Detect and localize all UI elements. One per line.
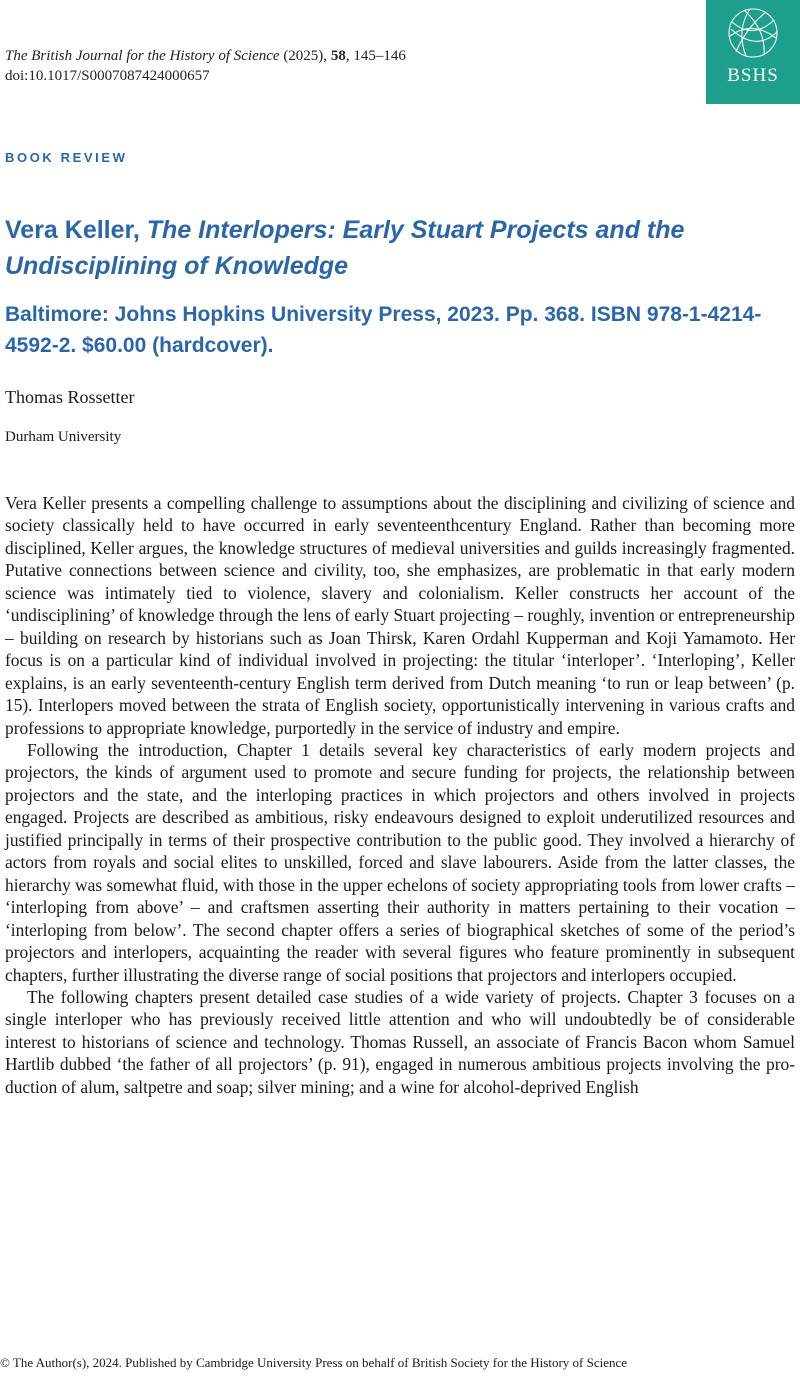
journal-name: The British Journal for the History of Science	[5, 48, 280, 64]
journal-year: (2025),	[279, 48, 331, 64]
journal-citation	[5, 46, 406, 86]
section-label: BOOK REVIEW	[5, 150, 128, 165]
publication-info: Baltimore: Johns Hopkins University Press, 2023. Pp. 368. ISBN 978-1-4214-4592-2. $60.00 (hardcover).	[5, 303, 762, 357]
paragraph-3: The following chapters present detailed case studies of a wide variety of projects. Chapter 3 focuses on a single interloper who has previously received little attention and who will undoubtedly be of considerable interest to historians of science and technology. Thomas Russell, an associate of Francis Bacon whom Samuel Hartlib dubbed ‘the father of all projectors’ (p. 91), engaged in numerous ambitious projects involving the production of alum, saltpetre and soap; silver mining; and a wine for alcohol-deprived English	[5, 986, 795, 1097]
book-title: The Interlopers: Early Stuart Projects and the Undisciplining of Knowledge	[5, 216, 685, 280]
logo-text: BSHS	[727, 65, 779, 86]
review-body	[5, 492, 795, 1098]
reviewer-name: Thomas Rossetter	[5, 387, 135, 407]
paragraph-2: Following the introduction, Chapter 1 details several key characteristics of early modern projects and projectors, the kinds of argument used to promote and secure funding for projects, the relationship between projectors and the state, and the interloping practices in which projectors and others involved in projects engaged. Projects are described as ambitious, risky endeavours designed to exploit underutilized resources and justified principally in terms of their prospective contribution to the public good. They involved a hierarchy of actors from royals and social elites to unskilled, forced and slave labourers. Aside from the latter classes, the hierarchy was somewhat fluid, with those in the upper echelons of society appropriating tools from lower crafts – ‘interloping from above’ – and craftsmen asserting their authority in matters pertaining to their vocation – ‘interloping from below’. The second chapter offers a series of biographical sketches of some of the period’s projectors and interlopers, acquainting the reader with several figures who feature prominently in subsequent chapters, further illustrating the diverse range of social positions that projectors and interlopers occupied.	[5, 739, 795, 985]
article-title	[5, 212, 795, 284]
journal-reference-line	[5, 46, 406, 66]
paragraph-1: Vera Keller presents a compelling challenge to assumptions about the disciplining and civilizing of science and society classically held to have occurred in early seventeenthcentury England. Rather than becoming more disciplined, Keller argues, the knowledge structures of medieval universities and guilds increasingly fragmented. Putative connections between science and civility, too, she emphasizes, are problematic in that early modern science was intimately tied to violence, slavery and colonialism. Keller constructs her account of the ‘undisciplining’ of knowledge through the lens of early Stuart projecting – roughly, invention or entrepreneurship – building on research by historians such as Joan Thirsk, Karen Ordahl Kupperman and Koji Yamamoto. Her focus is on a particular kind of individual involved in projecting: the titular ‘interloper’. ‘Interloping’, Keller explains, is an early seventeenth-century English term derived from Dutch meaning ‘to run or leap between’ (p. 15). Interlopers moved between the strata of English society, opportunistically intervening in various crafts and professions to appropriate knowledge, purportedly in the service of industry and empire.	[5, 493, 795, 738]
journal-volume: 58	[330, 48, 346, 64]
journal-pages: , 145–146	[345, 48, 406, 64]
copyright-footer: © The Author(s), 2024. Published by Cambridge University Press on behalf of British Society for the History of Science	[0, 1355, 628, 1370]
bshs-logo	[706, 0, 800, 104]
doi-link[interactable]: doi:10.1017/S0007087424000657	[5, 68, 210, 84]
globe-icon	[706, 0, 800, 104]
reviewer-affiliation: Durham University	[5, 429, 122, 445]
reviewed-author: Vera Keller,	[5, 216, 147, 244]
